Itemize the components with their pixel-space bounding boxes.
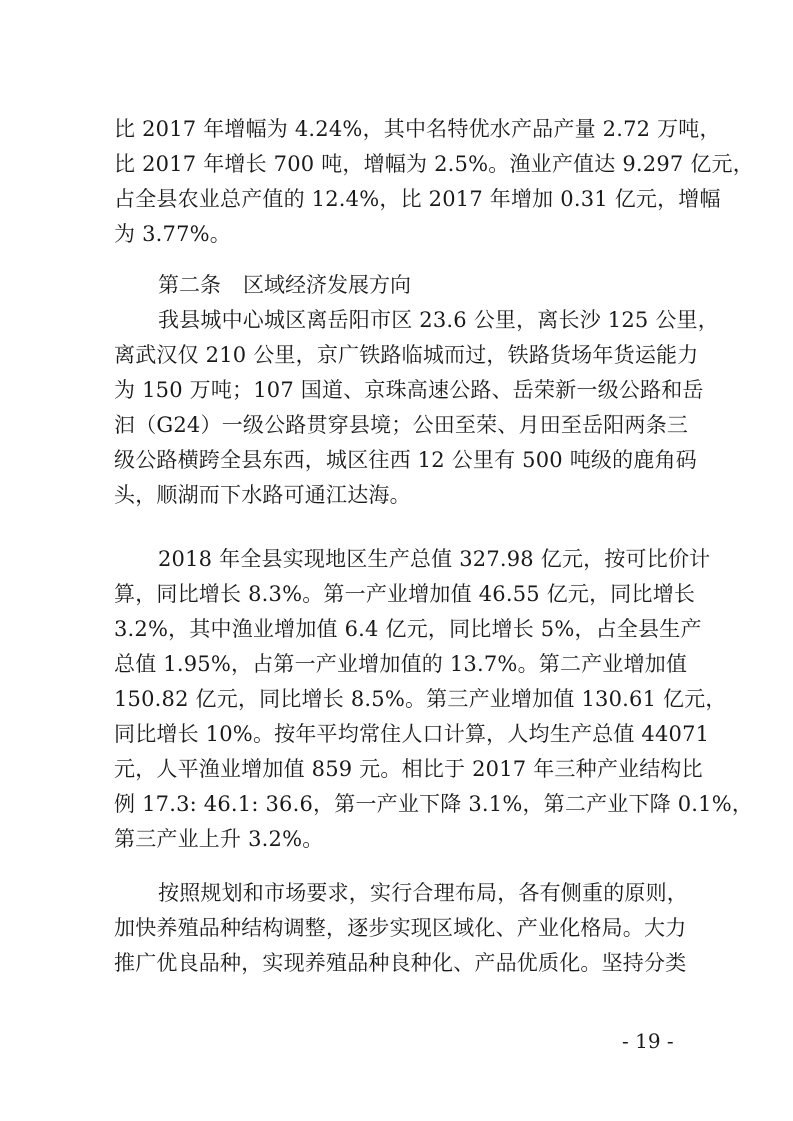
paragraph-4 [114,876,694,981]
page-number: - 19 - [622,1029,674,1053]
paragraph-line: 比 2017 年增幅为 4.24%，其中名特优水产品产量 2.72 万吨， [114,117,721,141]
paragraph-line: 离武汉仅 210 公里，京广铁路临城而过，铁路货场年货运能力 [114,343,699,367]
paragraph-line: 比 2017 年增长 700 吨，增幅为 2.5%。渔业产值达 9.297 亿元， [114,152,754,176]
paragraph-line: 算，同比增长 8.3%。第一产业增加值 46.55 亿元，同比增长 [114,582,696,606]
paragraph-line: 同比增长 10%。按年平均常住人口计算，人均生产总值 44071 [114,722,710,746]
section-number: 第二条 [158,273,221,297]
paragraph-line: 为 150 万吨；107 国道、京珠高速公路、岳荣新一级公路和岳 [114,378,704,402]
paragraph-line: 推广优良品种，实现养殖品种良种化、产品优质化。坚持分类 [114,951,687,975]
paragraph-line: 150.82 亿元，同比增长 8.5%。第三产业增加值 130.61 亿元， [114,687,727,711]
paragraph-line: 第三产业上升 3.2%。 [114,827,324,851]
paragraph-line: 例 17.3: 46.1: 36.6，第一产业下降 3.1%，第二产业下降 0.1%， [114,792,754,816]
section-title: 区域经济发展方向 [243,273,411,297]
paragraph-1 [114,112,754,252]
paragraph-line: 3.2%，其中渔业增加值 6.4 亿元，同比增长 5%，占全县生产 [114,617,702,641]
paragraph-line: 头，顺湖而下水路可通江达海。 [114,483,411,507]
paragraph-line: 加快养殖品种结构调整，逐步实现区域化、产业化格局。大力 [114,916,687,940]
section-heading [114,268,694,303]
paragraph-line: 元，人平渔业增加值 859 元。相比于 2017 年三种产业结构比 [114,757,703,781]
paragraph-line: 总值 1.95%，占第一产业增加值的 13.7%。第二产业增加值 [114,652,688,676]
paragraph-line: 为 3.77%。 [114,222,231,246]
paragraph-line: 2018 年全县实现地区生产总值 327.98 亿元，按可比价计 [158,547,711,571]
paragraph-line: 占全县农业总产值的 12.4%，比 2017 年增加 0.31 亿元，增幅 [114,187,721,211]
paragraph-line: 按照规划和市场要求，实行合理布局，各有侧重的原则， [158,881,688,905]
paragraph-line: 我县城中心城区离岳阳市区 23.6 公里，离长沙 125 公里， [158,308,719,332]
paragraph-2 [114,303,719,513]
paragraph-3 [114,542,754,857]
paragraph-line: 级公路横跨全县东西，城区往西 12 公里有 500 吨级的鹿角码 [114,448,697,472]
paragraph-line: 汩（G24）一级公路贯穿县境；公田至荣、月田至岳阳两条三 [114,413,689,437]
